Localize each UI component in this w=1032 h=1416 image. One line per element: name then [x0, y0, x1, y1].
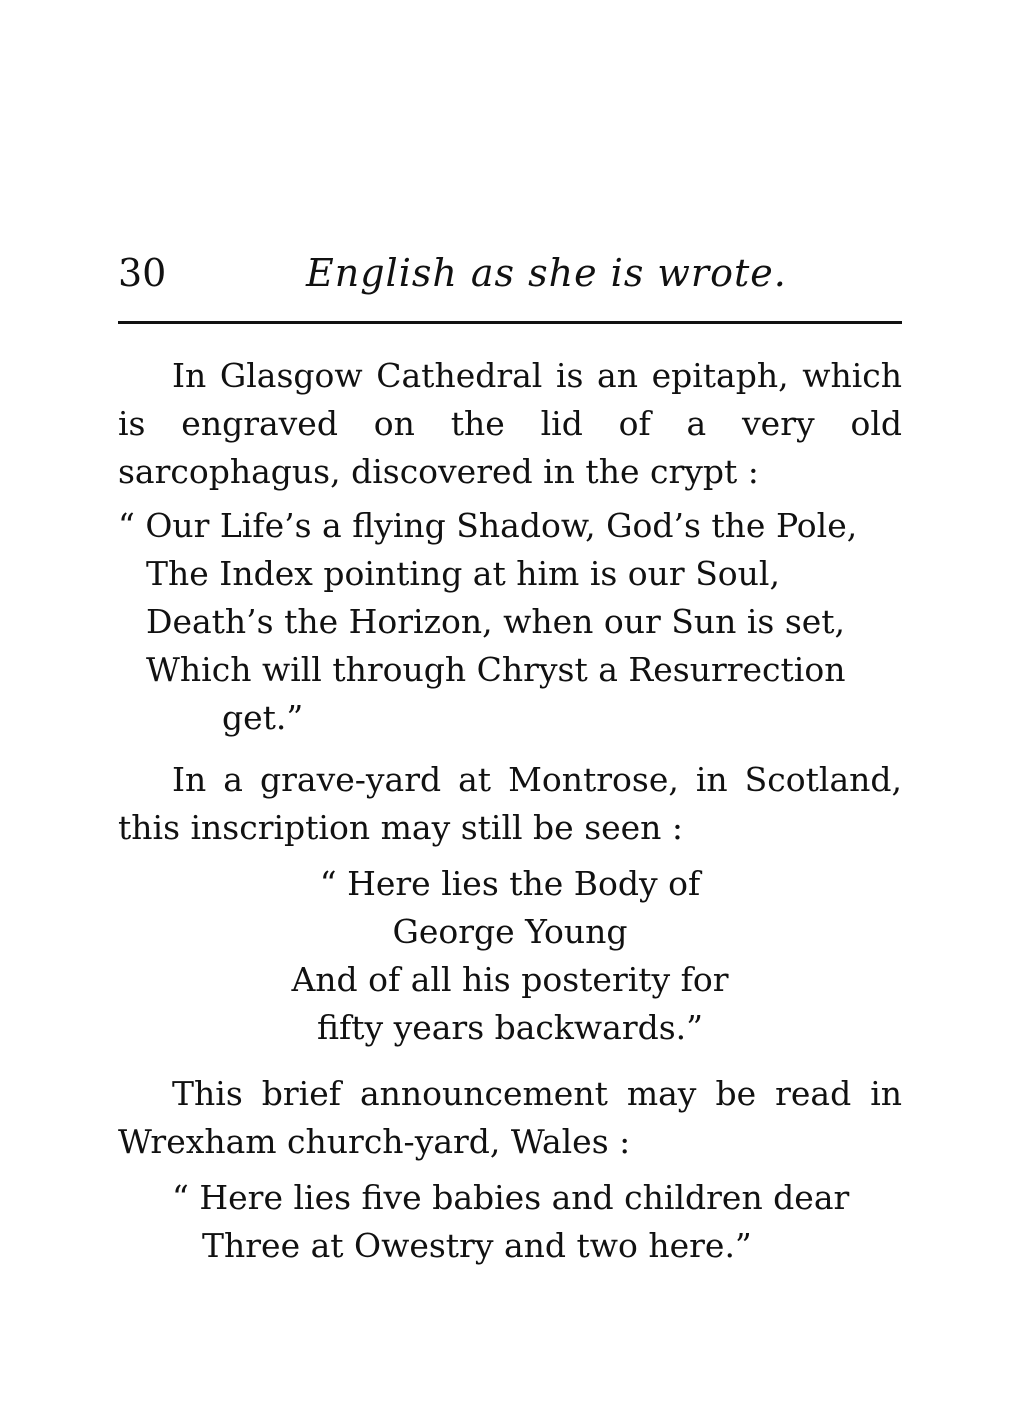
epitaph-line: Death’s the Horizon, when our Sun is set,: [146, 602, 846, 641]
epitaph-line: And of all his posterity for: [291, 960, 729, 999]
header-rule: [118, 321, 902, 324]
paragraph-wrexham: This brief announcement may be read in Wrexham church-yard, Wales :: [118, 1074, 902, 1161]
epitaph-line: get.”: [222, 698, 304, 737]
epitaph-line: George Young: [392, 912, 628, 951]
epitaph-montrose: [118, 860, 902, 1052]
epitaph-line: “ Here lies the Body of: [319, 864, 701, 903]
epitaph-glasgow: [118, 502, 918, 742]
epitaph-line: fifty years backwards.”: [316, 1008, 704, 1047]
epitaph-wrexham: [172, 1174, 972, 1270]
epitaph-line: “ Our Life’s a flying Shadow, God’s the Pole,: [118, 506, 858, 545]
epitaph-line: “ Here lies five babies and children dear: [172, 1178, 850, 1217]
paragraph-glasgow: In Glasgow Cathedral is an epitaph, which is engraved on the lid of a very old sarcophagus, discovered in the crypt :: [118, 356, 902, 491]
epitaph-line: The Index pointing at him is our Soul,: [146, 554, 780, 593]
page-header: [118, 248, 902, 298]
epitaph-line: Which will through Chryst a Resurrection: [146, 650, 846, 689]
running-title: English as she is wrote.: [306, 251, 787, 295]
epitaph-line: Three at Owestry and two here.”: [202, 1226, 752, 1265]
page-number: 30: [118, 251, 167, 295]
paragraph-montrose: In a grave-yard at Montrose, in Scotland, this inscription may still be seen :: [118, 760, 902, 847]
